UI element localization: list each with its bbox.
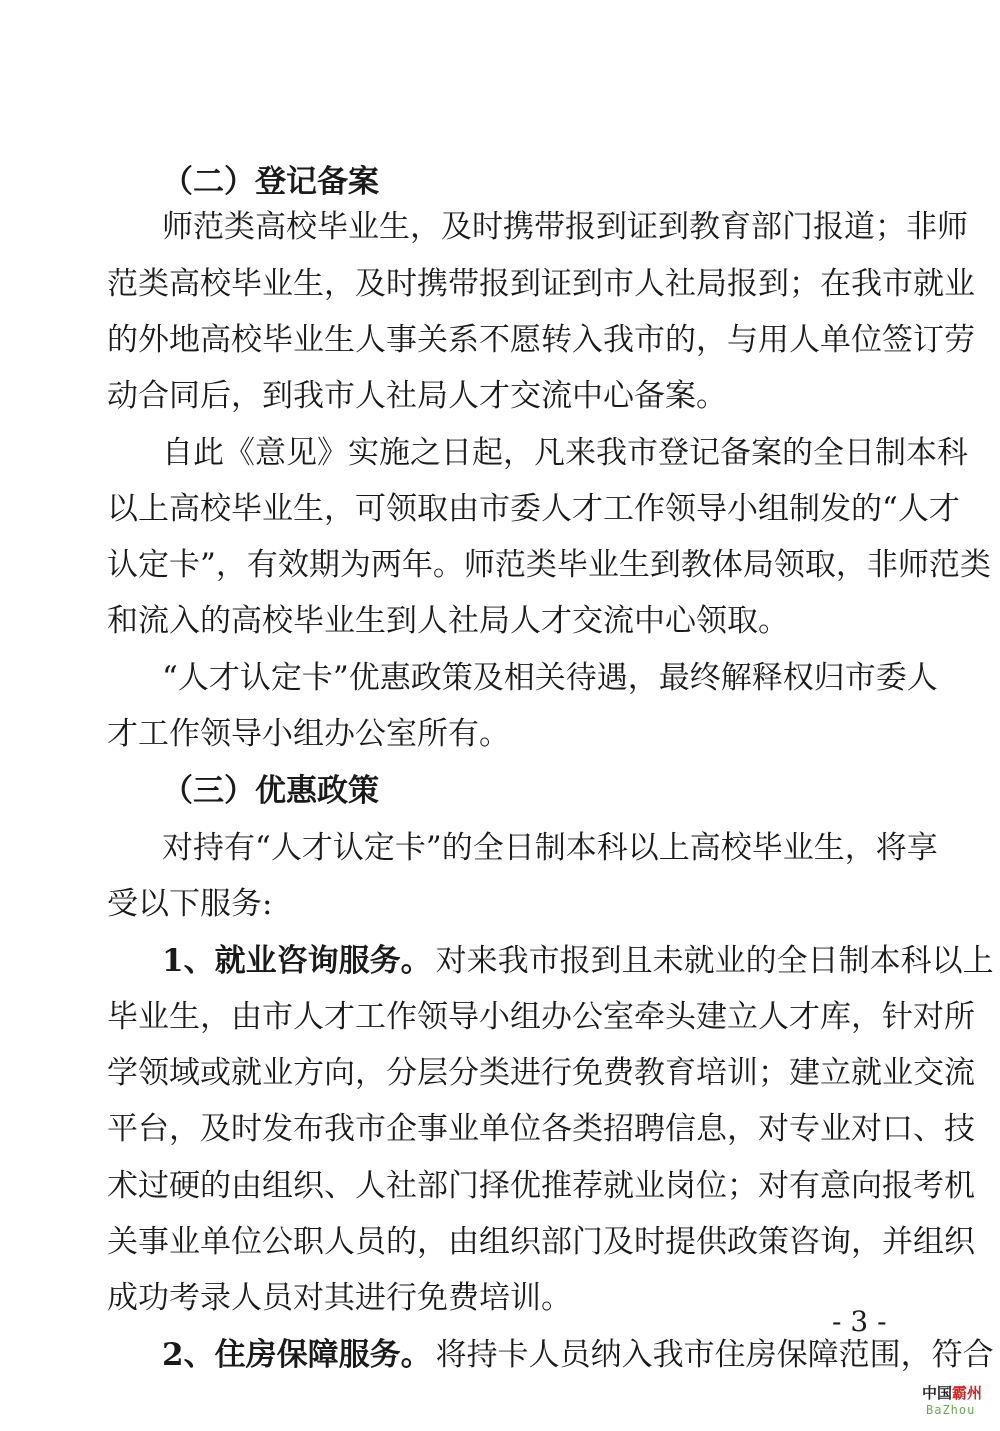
paragraph-line: 毕业生，由市人才工作领导小组办公室牵头建立人才库，针对所 <box>107 999 975 1035</box>
paragraph-line: 受以下服务: <box>107 886 273 922</box>
paragraph-line: 的外地高校毕业生人事关系不愿转入我市的，与用人单位签订劳 <box>107 322 975 358</box>
item-1-title: 1、就业咨询服务。 <box>162 943 432 979</box>
paragraph-line: 术过硬的由组织、人社部门择优推荐就业岗位；对有意向报考机 <box>107 1168 975 1204</box>
paragraph-line: 自此《意见》实施之日起，凡来我市登记备案的全日制本科 <box>162 435 968 471</box>
paragraph-line: 将持卡人员纳入我市住房保障范围，符合 <box>435 1337 994 1373</box>
logo-text-part1: 中国 <box>922 1384 953 1402</box>
logo-subtext: BaZhou <box>926 1403 976 1417</box>
paragraph-line: 对来我市报到且未就业的全日制本科以上 <box>435 943 994 979</box>
paragraph-line: 师范类高校毕业生，及时携带报到证到教育部门报道；非师 <box>162 209 968 245</box>
paragraph-line: 范类高校毕业生，及时携带报到证到市人社局报到；在我市就业 <box>107 266 975 302</box>
bazhou-watermark-logo <box>922 1384 994 1424</box>
section-heading-registration: （二）登记备案 <box>162 164 379 200</box>
section-heading-policy: （三）优惠政策 <box>162 773 379 809</box>
paragraph-line: 学领域或就业方向，分层分类进行免费教育培训；建立就业交流 <box>107 1055 975 1091</box>
paragraph-line: 认定卡”，有效期为两年。师范类毕业生到教体局领取，非师范类 <box>107 547 991 583</box>
item-2-first-line <box>162 1335 994 1375</box>
paragraph-line: 以上高校毕业生，可领取由市委人才工作领导小组制发的“人才 <box>107 491 960 527</box>
paragraph-line: 才工作领导小组办公室所有。 <box>107 716 510 752</box>
logo-text-part2: 霸州 <box>952 1384 983 1402</box>
item-2-title: 2、住房保障服务。 <box>162 1337 432 1373</box>
paragraph-line: “人才认定卡”优惠政策及相关待遇，最终解释权归市委人 <box>162 660 938 696</box>
item-1-first-line <box>162 941 994 981</box>
paragraph-line: 关事业单位公职人员的，由组织部门及时提供政策咨询，并组织 <box>107 1224 975 1260</box>
paragraph-line: 平台，及时发布我市企事业单位各类招聘信息，对专业对口、技 <box>107 1111 975 1147</box>
paragraph-line: 对持有“人才认定卡”的全日制本科以上高校毕业生，将享 <box>162 830 938 866</box>
paragraph-line: 和流入的高校毕业生到人社局人才交流中心领取。 <box>107 603 789 639</box>
logo-text <box>922 1384 982 1402</box>
paragraph-line: 动合同后，到我市人社局人才交流中心备案。 <box>107 378 727 414</box>
paragraph-line: 成功考录人员对其进行免费培训。 <box>107 1280 572 1316</box>
page-number: - 3 - <box>832 1305 887 1338</box>
